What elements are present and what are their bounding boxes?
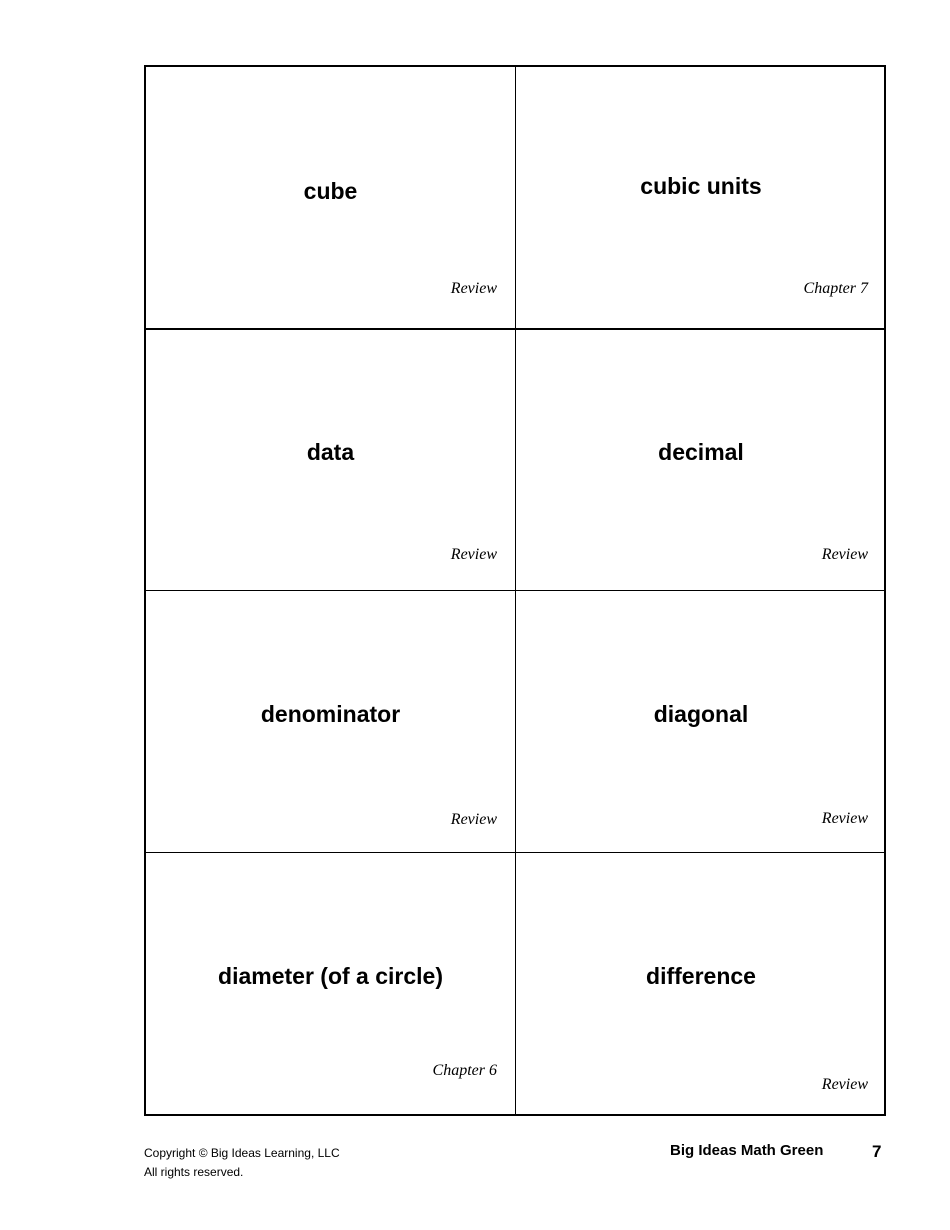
- card-term: diameter (of a circle): [218, 963, 443, 989]
- card-cubic-units: [516, 67, 886, 328]
- card-term: difference: [646, 963, 756, 989]
- copyright-notice: [144, 1144, 340, 1182]
- card-term: cube: [303, 178, 358, 204]
- flashcard-grid: [144, 65, 886, 1116]
- card-tag: Review: [821, 546, 868, 563]
- card-difference: [516, 853, 886, 1116]
- card-tag: Chapter 7: [803, 280, 868, 297]
- copyright-line-2: All rights reserved.: [144, 1165, 244, 1179]
- page-number: 7: [872, 1142, 882, 1161]
- card-data: [146, 330, 515, 590]
- card-tag: Review: [821, 1076, 868, 1093]
- card-tag: Chapter 6: [432, 1062, 497, 1079]
- card-term: data: [306, 439, 355, 465]
- copyright-line-1: Copyright © Big Ideas Learning, LLC: [144, 1146, 340, 1160]
- card-tag: Review: [821, 810, 868, 827]
- book-title: Big Ideas Math Green: [670, 1142, 824, 1159]
- card-cube: [146, 67, 515, 328]
- card-term: denominator: [260, 701, 401, 727]
- card-decimal: [516, 330, 886, 590]
- card-diameter: [146, 853, 515, 1116]
- card-term: cubic units: [640, 173, 762, 199]
- card-term: diagonal: [653, 701, 749, 727]
- card-tag: Review: [450, 546, 497, 563]
- card-denominator: [146, 591, 515, 852]
- card-diagonal: [516, 591, 886, 852]
- card-term: decimal: [658, 439, 744, 465]
- card-tag: Review: [450, 811, 497, 828]
- card-tag: Review: [450, 280, 497, 297]
